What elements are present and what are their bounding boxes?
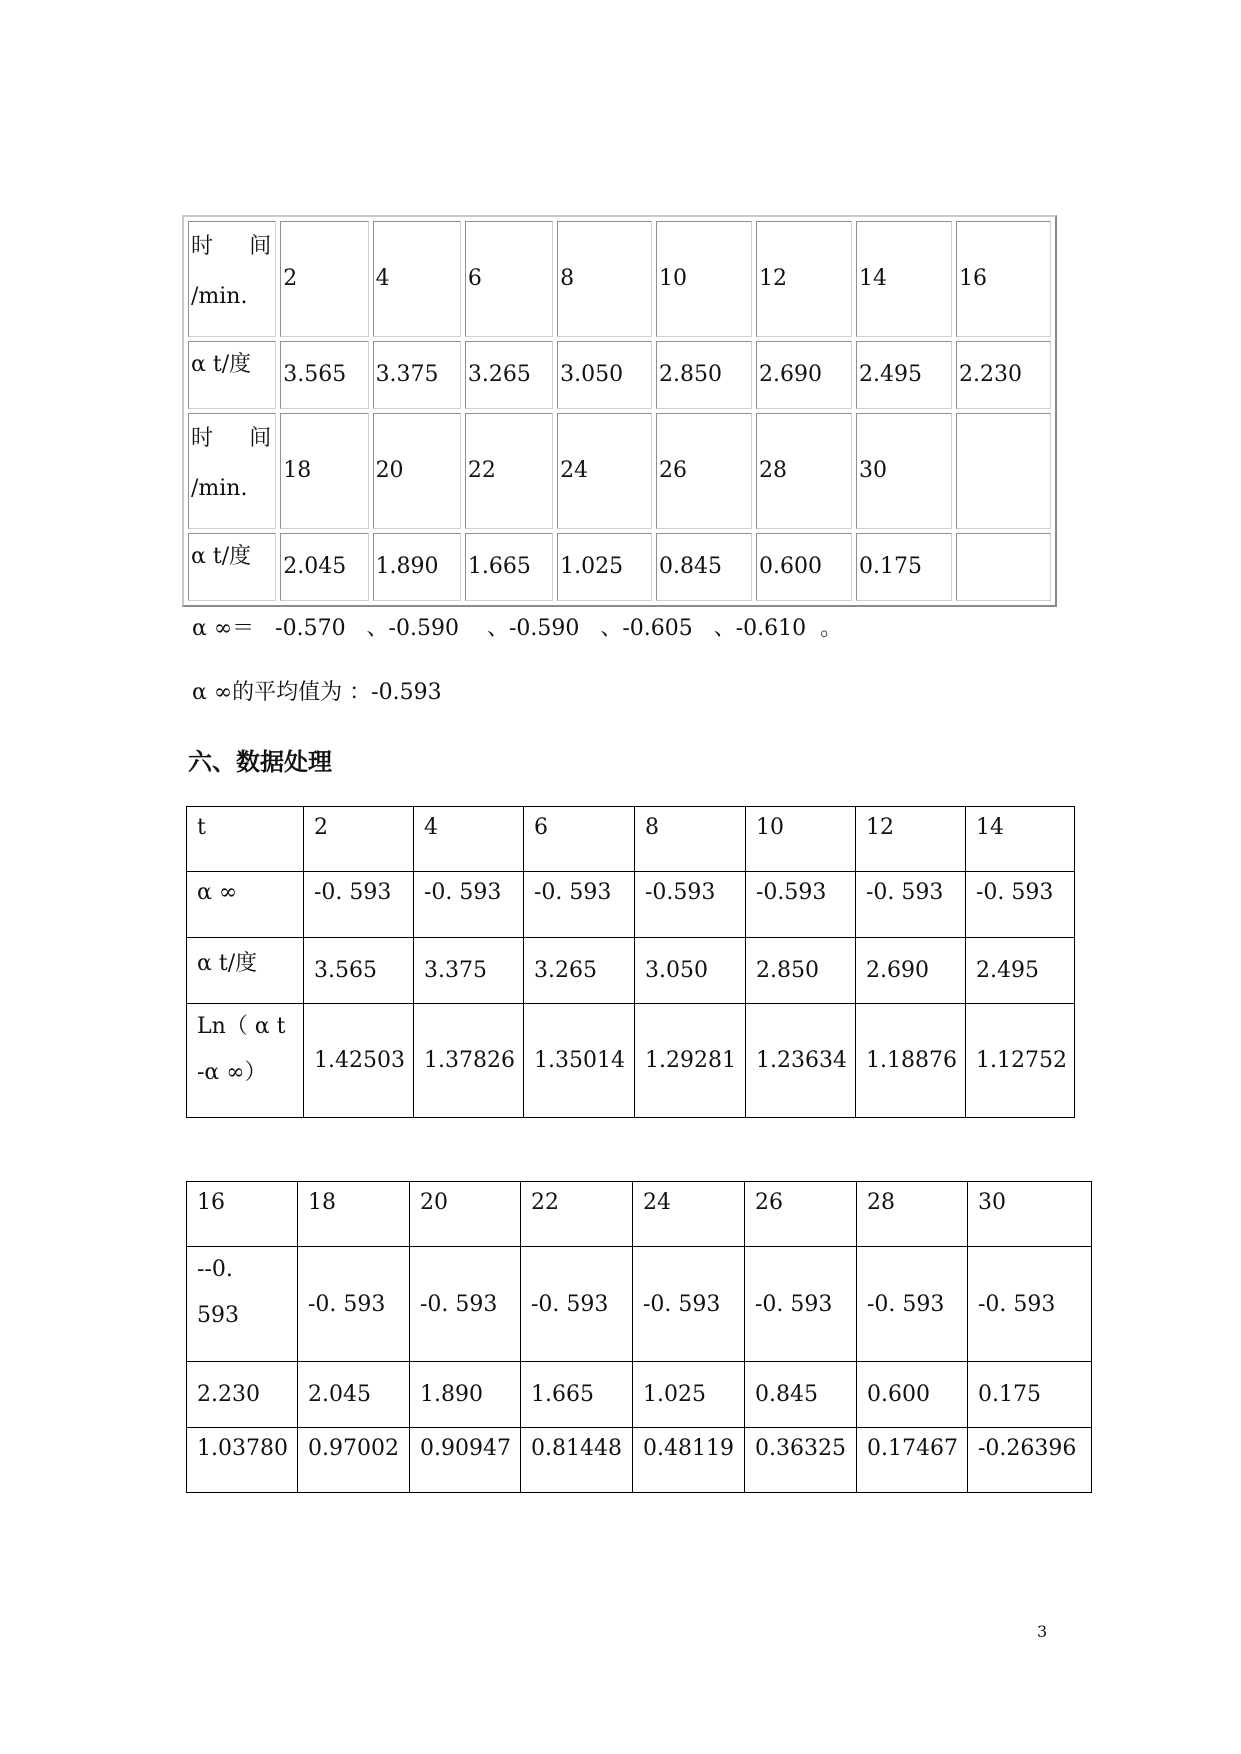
raw-alpha-row-2: [188, 533, 1051, 601]
raw-data-table: [182, 215, 1057, 607]
time-cell: 12: [756, 221, 852, 337]
ln-cell: 0.81448: [521, 1428, 633, 1493]
alpha-cell: 1.890: [373, 533, 461, 601]
time-cell: 14: [856, 221, 952, 337]
processing-table-1: [186, 806, 1075, 1118]
alpha-cell: 3.050: [557, 341, 652, 409]
table-row: [187, 1428, 1092, 1493]
ln-cell: 1.12752: [966, 1004, 1075, 1118]
table-row: [187, 1247, 1092, 1362]
page-number: 3: [1037, 1622, 1048, 1641]
row-label-ln: Ln（ α t -α ∞）: [187, 1004, 304, 1118]
row-label-alpha-t: α t/度: [187, 938, 304, 1004]
time-cell: 22: [465, 413, 553, 529]
alpha-cell: 0.845: [656, 533, 752, 601]
time-cell: 10: [656, 221, 752, 337]
alpha-inf-cell: -0. 593: [966, 872, 1075, 938]
t-cell: 8: [635, 807, 746, 872]
t-cell: 10: [746, 807, 856, 872]
time-cell: 18: [280, 413, 368, 529]
alpha-inf-cell: -0. 593: [524, 872, 635, 938]
alpha-cell: 2.045: [280, 533, 368, 601]
ln-cell: 0.36325: [745, 1428, 857, 1493]
table-row: [187, 938, 1075, 1004]
alpha-cell: 1.025: [557, 533, 652, 601]
table-row: [187, 872, 1075, 938]
alpha-cell: [956, 533, 1051, 601]
table-row: [187, 1362, 1092, 1428]
t-cell: 30: [968, 1182, 1092, 1247]
ln-cell: 1.29281: [635, 1004, 746, 1118]
alpha-t-cell: 0.175: [968, 1362, 1092, 1428]
ln-cell: 1.23634: [746, 1004, 856, 1118]
t-cell: 4: [414, 807, 524, 872]
ln-cell: 1.37826: [414, 1004, 524, 1118]
ln-cell: 1.42503: [304, 1004, 414, 1118]
t-cell: 14: [966, 807, 1075, 872]
time-cell: 20: [373, 413, 461, 529]
t-cell: 18: [298, 1182, 410, 1247]
time-cell: 4: [373, 221, 461, 337]
alpha-inf-cell: -0. 593: [414, 872, 524, 938]
time-cell: 30: [856, 413, 952, 529]
alpha-t-cell: 3.565: [304, 938, 414, 1004]
alpha-t-cell: 2.690: [856, 938, 966, 1004]
alpha-t-cell: 2.495: [966, 938, 1075, 1004]
alpha-inf-cell: -0. 593: [968, 1247, 1092, 1362]
alpha-t-cell: 2.230: [187, 1362, 298, 1428]
time-cell: 16: [956, 221, 1051, 337]
alpha-inf-average: α ∞的平均值为 ：-0.593: [192, 680, 442, 705]
section-title: 六、数据处理: [188, 748, 332, 776]
alpha-inf-cell: -0. 593: [745, 1247, 857, 1362]
table-row: [187, 1004, 1075, 1118]
t-cell: 26: [745, 1182, 857, 1247]
alpha-cell: 3.375: [373, 341, 461, 409]
ln-cell: 1.03780: [187, 1428, 298, 1493]
t-cell: 22: [521, 1182, 633, 1247]
time-label-cell: 时 间 /min.: [188, 413, 276, 529]
ln-cell: 0.97002: [298, 1428, 410, 1493]
ln-cell: -0.26396: [968, 1428, 1092, 1493]
ln-cell: 0.17467: [857, 1428, 968, 1493]
alpha-inf-cell: -0.593: [635, 872, 746, 938]
alpha-t-cell: 2.850: [746, 938, 856, 1004]
alpha-t-cell: 1.665: [521, 1362, 633, 1428]
alpha-cell: 0.600: [756, 533, 852, 601]
alpha-t-cell: 1.025: [633, 1362, 745, 1428]
alpha-cell: 2.495: [856, 341, 952, 409]
alpha-cell: 2.850: [656, 341, 752, 409]
time-cell: 6: [465, 221, 553, 337]
time-label-cell: 时 间 /min.: [188, 221, 276, 337]
table-row: [187, 807, 1075, 872]
t-cell: 6: [524, 807, 635, 872]
alpha-inf-values: α ∞＝ -0.570 、-0.590 、-0.590 、-0.605 、-0.610 。: [192, 616, 843, 641]
alpha-inf-cell: -0. 593: [633, 1247, 745, 1362]
alpha-inf-cell: -0. 593: [857, 1247, 968, 1362]
alpha-cell: 3.565: [280, 341, 368, 409]
alpha-t-cell: 0.845: [745, 1362, 857, 1428]
alpha-label-cell: α t/度: [188, 341, 276, 409]
row-label-t: t: [187, 807, 304, 872]
alpha-inf-cell: -0. 593: [304, 872, 414, 938]
time-cell: [956, 413, 1051, 529]
table-row: [187, 1182, 1092, 1247]
alpha-t-cell: 0.600: [857, 1362, 968, 1428]
ln-cell: 0.90947: [410, 1428, 521, 1493]
alpha-t-cell: 2.045: [298, 1362, 410, 1428]
t-cell: 16: [187, 1182, 298, 1247]
alpha-label-cell: α t/度: [188, 533, 276, 601]
row-label-alpha-inf: α ∞: [187, 872, 304, 938]
alpha-inf-cell: -0. 593: [856, 872, 966, 938]
time-cell: 2: [280, 221, 368, 337]
alpha-inf-cell: --0. 593: [187, 1247, 298, 1362]
alpha-cell: 3.265: [465, 341, 553, 409]
ln-cell: 1.18876: [856, 1004, 966, 1118]
t-cell: 28: [857, 1182, 968, 1247]
alpha-t-cell: 3.265: [524, 938, 635, 1004]
alpha-cell: 0.175: [856, 533, 952, 601]
alpha-inf-cell: -0. 593: [410, 1247, 521, 1362]
raw-alpha-row-1: [188, 341, 1051, 409]
ln-cell: 0.48119: [633, 1428, 745, 1493]
alpha-inf-cell: -0.593: [746, 872, 856, 938]
alpha-t-cell: 3.375: [414, 938, 524, 1004]
time-cell: 8: [557, 221, 652, 337]
time-cell: 28: [756, 413, 852, 529]
alpha-t-cell: 1.890: [410, 1362, 521, 1428]
time-cell: 24: [557, 413, 652, 529]
raw-time-row-2: [188, 413, 1051, 529]
alpha-inf-cell: -0. 593: [298, 1247, 410, 1362]
t-cell: 20: [410, 1182, 521, 1247]
t-cell: 2: [304, 807, 414, 872]
alpha-cell: 2.230: [956, 341, 1051, 409]
t-cell: 12: [856, 807, 966, 872]
t-cell: 24: [633, 1182, 745, 1247]
alpha-t-cell: 3.050: [635, 938, 746, 1004]
alpha-inf-cell: -0. 593: [521, 1247, 633, 1362]
alpha-cell: 2.690: [756, 341, 852, 409]
raw-time-row-1: [188, 221, 1051, 337]
ln-cell: 1.35014: [524, 1004, 635, 1118]
time-cell: 26: [656, 413, 752, 529]
alpha-cell: 1.665: [465, 533, 553, 601]
processing-table-2: [186, 1181, 1092, 1493]
